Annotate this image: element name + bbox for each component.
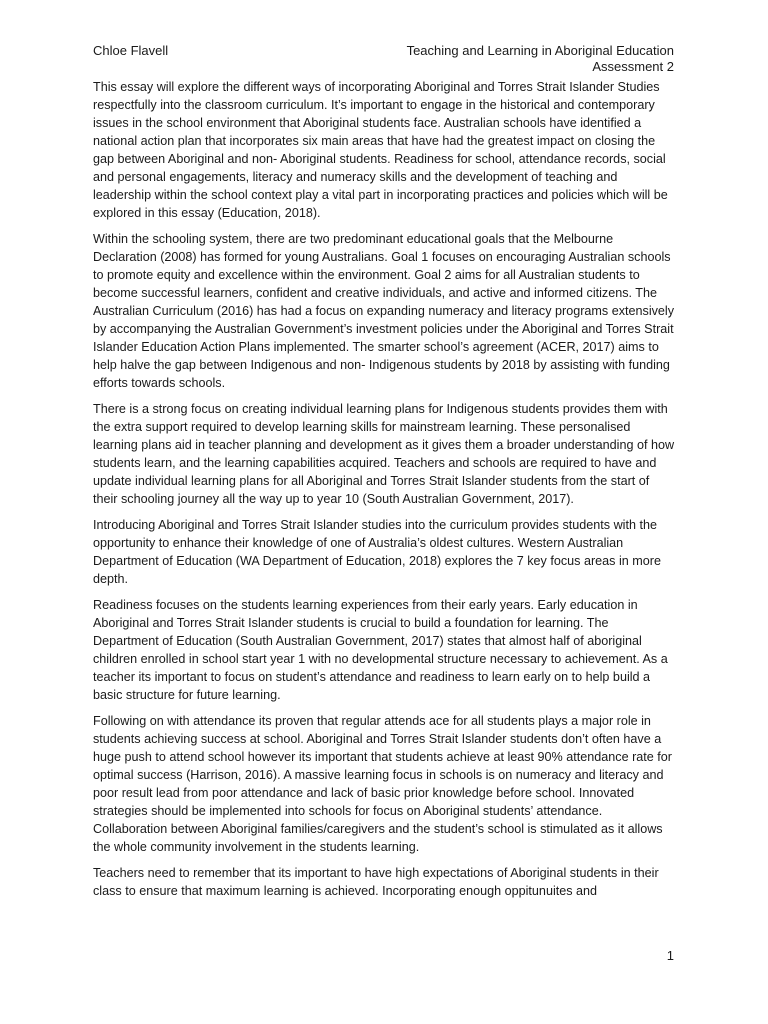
paragraph-7: Teachers need to remember that its important to have high expectations of Aboriginal students in their class to ensure that maximum learning is achieved. Incorporating enough oppitunuites and <box>93 866 659 898</box>
header-right <box>407 43 674 75</box>
paragraph-6: Following on with attendance its proven that regular attends ace for all students plays a major role in students achieving success at school. Aboriginal and Torres Strait Islander students don’t often have a huge push to attend school however its important that students achieve at least 90% attendance rate for optimal success (Harrison, 2016). A massive learning focus in schools is on numeracy and literacy and poor result lead from poor attendance and lack of basic prior knowledge before school. Innovated strategies should be implemented into schools for focus on Aboriginal students’ attendance. Collaboration between Aboriginal families/caregivers and the student’s school is stimulated as it allows the whole community involvement in the students learning. <box>93 714 672 854</box>
header-course-title: Teaching and Learning in Aboriginal Education <box>406 43 674 58</box>
header-author: Chloe Flavell <box>93 43 169 58</box>
paragraph-5: Readiness focuses on the students learning experiences from their early years. Early education in Aboriginal and Torres Strait Islander students is crucial to build a foundation for learning. The Department of Education (South Australian Government, 2017) states that almost half of aboriginal children enrolled in school start year 1 with no developmental structure necessary to achievement. As a teacher its important to focus on student’s attendance and readiness to learn early on to help build a basic structure for future learning. <box>93 598 668 702</box>
paragraph-4: Introducing Aboriginal and Torres Strait Islander studies into the curriculum provides students with the opportunity to enhance their knowledge of one of Australia’s oldest cultures. Western Australian Department of Education (WA Department of Education, 2018) explores the 7 key focus areas in more depth. <box>93 518 661 586</box>
essay-body <box>93 78 676 908</box>
paragraph-2: Within the schooling system, there are two predominant educational goals that the Melbourne Declaration (2008) has formed for young Australians. Goal 1 focuses on encouraging Australian schools to promote equity and excellence within the environment. Goal 2 aims for all Australian students to become successful learners, confident and creative individuals, and active and informed citizens. The Australian Curriculum (2016) has had a focus on expanding numeracy and literacy programs extensively by accompanying the Australian Government’s investment policies under the Aboriginal and Torres Strait Islander Education Action Plans implemented. The smarter school’s agreement (ACER, 2017) aims to help halve the gap between Indigenous and non- Indigenous students by 2018 by assisting with funding efforts towards schools. <box>93 232 675 390</box>
header-assessment: Assessment 2 <box>592 59 674 74</box>
page-number: 1 <box>666 948 674 963</box>
paragraph-3: There is a strong focus on creating individual learning plans for Indigenous students provides them with the extra support required to develop learning skills for mainstream learning. These personalised learning plans aid in teacher planning and development as it gives them a broader understanding of how students learn, and the learning capabilities acquired. Teachers and schools are required to have and update individual learning plans for all Aboriginal and Torres Strait Islander students from the start of their schooling journey all the way up to year 10 (South Australian Government, 2017). <box>93 402 675 506</box>
paragraph-1: This essay will explore the different ways of incorporating Aboriginal and Torres Strait Islander Studies respectfully into the classroom curriculum. It’s important to engage in the historical and contemporary issues in the school environment that Aboriginal students face. Australian schools have identified a national action plan that incorporates six main areas that have had the greatest impact on closing the gap between Aboriginal and non- Aboriginal students. Readiness for school, attendance records, social and personal engagements, literacy and numeracy skills and the development of teaching and leadership within the school context play a vital part in incorporating practices and policies which will be explored in this essay (Education, 2018). <box>93 80 668 220</box>
